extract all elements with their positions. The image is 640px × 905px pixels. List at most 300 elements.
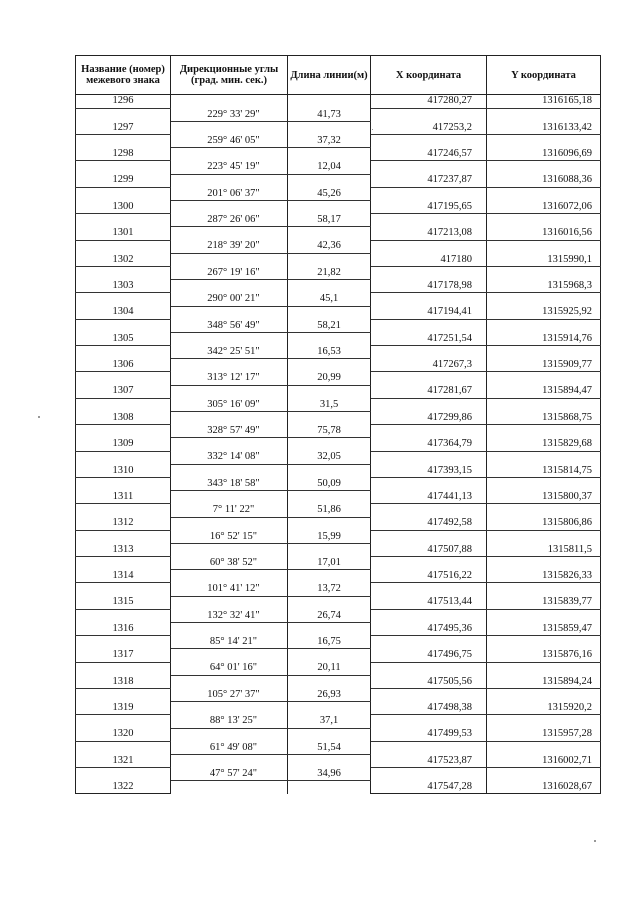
line-length: 16,75 bbox=[288, 636, 371, 649]
header-x: X координата bbox=[371, 56, 487, 95]
header-length: Длина линии(м) bbox=[288, 56, 371, 95]
point-name: 1313 bbox=[76, 543, 171, 556]
y-coordinate: 1316133,42 bbox=[487, 121, 601, 134]
empty-cell bbox=[171, 517, 288, 530]
direction-angle: 218° 39' 20" bbox=[171, 240, 288, 253]
empty-cell bbox=[76, 135, 171, 148]
empty-cell bbox=[371, 688, 487, 701]
line-length: 31,5 bbox=[288, 398, 371, 411]
empty-cell bbox=[171, 675, 288, 688]
empty-cell bbox=[76, 161, 171, 174]
empty-cell bbox=[371, 319, 487, 332]
empty-cell bbox=[76, 477, 171, 490]
point-name: 1306 bbox=[76, 359, 171, 372]
direction-angle: 132° 32' 41" bbox=[171, 609, 288, 622]
point-name: 1309 bbox=[76, 438, 171, 451]
line-length: 58,21 bbox=[288, 319, 371, 332]
line-length: 75,78 bbox=[288, 425, 371, 438]
point-name: 1317 bbox=[76, 649, 171, 662]
y-coordinate: 1315806,86 bbox=[487, 517, 601, 530]
direction-angle: 313° 12' 17" bbox=[171, 372, 288, 385]
point-name: 1301 bbox=[76, 227, 171, 240]
point-name: 1307 bbox=[76, 385, 171, 398]
y-coordinate: 1315829,68 bbox=[487, 438, 601, 451]
y-coordinate: 1315920,2 bbox=[487, 702, 601, 715]
empty-cell bbox=[371, 662, 487, 675]
empty-cell bbox=[371, 266, 487, 279]
table-row bbox=[76, 214, 601, 227]
y-coordinate: 1316016,56 bbox=[487, 227, 601, 240]
empty-cell bbox=[171, 623, 288, 636]
empty-cell bbox=[171, 306, 288, 319]
empty-cell bbox=[371, 214, 487, 227]
empty-cell bbox=[487, 688, 601, 701]
point-name: 1319 bbox=[76, 702, 171, 715]
x-coordinate: 417523,87 bbox=[371, 754, 487, 767]
empty-cell bbox=[487, 187, 601, 200]
empty-cell bbox=[371, 741, 487, 754]
empty-cell bbox=[288, 596, 371, 609]
boundary-coordinates-sheet bbox=[75, 55, 601, 794]
table-row bbox=[76, 517, 601, 530]
empty-cell bbox=[288, 517, 371, 530]
table-row bbox=[76, 438, 601, 451]
x-coordinate: 417507,88 bbox=[371, 543, 487, 556]
empty-cell bbox=[288, 438, 371, 451]
empty-cell bbox=[76, 768, 171, 781]
table-row bbox=[76, 702, 601, 715]
table-row bbox=[76, 385, 601, 398]
empty-cell bbox=[487, 768, 601, 781]
y-coordinate: 1315868,75 bbox=[487, 412, 601, 425]
empty-cell bbox=[76, 108, 171, 121]
empty-cell bbox=[487, 346, 601, 359]
table-row bbox=[76, 135, 601, 148]
table-row bbox=[76, 754, 601, 767]
line-length: 15,99 bbox=[288, 530, 371, 543]
direction-angle: 105° 27' 37" bbox=[171, 688, 288, 701]
empty-cell bbox=[288, 280, 371, 293]
empty-cell bbox=[171, 359, 288, 372]
line-length: 42,36 bbox=[288, 240, 371, 253]
x-coordinate: 417299,86 bbox=[371, 412, 487, 425]
empty-cell bbox=[487, 715, 601, 728]
empty-cell bbox=[371, 240, 487, 253]
empty-cell bbox=[76, 504, 171, 517]
table-row bbox=[76, 293, 601, 306]
table-row bbox=[76, 412, 601, 425]
table-row bbox=[76, 623, 601, 636]
table-row bbox=[76, 781, 601, 794]
y-coordinate: 1315925,92 bbox=[487, 306, 601, 319]
x-coordinate: 417393,15 bbox=[371, 464, 487, 477]
y-coordinate: 1315876,16 bbox=[487, 649, 601, 662]
y-coordinate: 1315968,3 bbox=[487, 280, 601, 293]
empty-cell bbox=[171, 649, 288, 662]
table-row bbox=[76, 583, 601, 596]
empty-cell bbox=[171, 201, 288, 214]
empty-cell bbox=[288, 623, 371, 636]
point-name: 1315 bbox=[76, 596, 171, 609]
scan-speck bbox=[594, 840, 596, 842]
table-row bbox=[76, 464, 601, 477]
empty-cell bbox=[371, 425, 487, 438]
table-row bbox=[76, 570, 601, 583]
empty-cell bbox=[171, 332, 288, 345]
y-coordinate: 1315909,77 bbox=[487, 359, 601, 372]
empty-cell bbox=[487, 741, 601, 754]
empty-cell bbox=[487, 609, 601, 622]
direction-angle: 328° 57' 49" bbox=[171, 425, 288, 438]
empty-cell bbox=[487, 319, 601, 332]
empty-cell bbox=[288, 570, 371, 583]
table-row bbox=[76, 319, 601, 332]
empty-cell bbox=[171, 253, 288, 266]
direction-angle: 287° 26' 06" bbox=[171, 214, 288, 227]
x-coordinate: 417246,57 bbox=[371, 148, 487, 161]
y-coordinate: 1316088,36 bbox=[487, 174, 601, 187]
point-name: 1321 bbox=[76, 754, 171, 767]
point-name: 1305 bbox=[76, 332, 171, 345]
table-row bbox=[76, 728, 601, 741]
table-row bbox=[76, 280, 601, 293]
y-coordinate: 1315990,1 bbox=[487, 253, 601, 266]
line-length: 20,11 bbox=[288, 662, 371, 675]
table-row bbox=[76, 609, 601, 622]
table-row bbox=[76, 504, 601, 517]
empty-cell bbox=[171, 148, 288, 161]
table-row bbox=[76, 108, 601, 121]
table-row bbox=[76, 491, 601, 504]
empty-cell bbox=[487, 504, 601, 517]
empty-cell bbox=[76, 715, 171, 728]
x-coordinate: 417267,3 bbox=[371, 359, 487, 372]
x-coordinate: 417280,27 bbox=[371, 95, 487, 109]
table-row bbox=[76, 662, 601, 675]
empty-cell bbox=[371, 504, 487, 517]
empty-cell bbox=[288, 95, 371, 109]
direction-angle: 290° 00' 21" bbox=[171, 293, 288, 306]
x-coordinate: 417213,08 bbox=[371, 227, 487, 240]
empty-cell bbox=[487, 108, 601, 121]
empty-cell bbox=[288, 385, 371, 398]
table-row bbox=[76, 359, 601, 372]
empty-cell bbox=[171, 174, 288, 187]
x-coordinate: 417498,38 bbox=[371, 702, 487, 715]
table-row bbox=[76, 306, 601, 319]
point-name: 1311 bbox=[76, 491, 171, 504]
direction-angle: 61° 49' 08" bbox=[171, 741, 288, 754]
y-coordinate: 1315914,76 bbox=[487, 332, 601, 345]
x-coordinate: 417195,65 bbox=[371, 201, 487, 214]
direction-angle: 47° 57' 24" bbox=[171, 768, 288, 781]
empty-cell bbox=[288, 754, 371, 767]
empty-cell bbox=[76, 583, 171, 596]
table-row bbox=[76, 596, 601, 609]
empty-cell bbox=[371, 372, 487, 385]
point-name: 1308 bbox=[76, 412, 171, 425]
direction-angle: 88° 13' 25" bbox=[171, 715, 288, 728]
empty-cell bbox=[371, 346, 487, 359]
empty-cell bbox=[487, 266, 601, 279]
x-coordinate: 417194,41 bbox=[371, 306, 487, 319]
empty-cell bbox=[371, 108, 487, 121]
y-coordinate: 1316096,69 bbox=[487, 148, 601, 161]
table-row bbox=[76, 715, 601, 728]
line-length: 32,05 bbox=[288, 451, 371, 464]
header-angles: Дирекционные углы (град. мин. сек.) bbox=[171, 56, 288, 95]
x-coordinate: 417513,44 bbox=[371, 596, 487, 609]
direction-angle: 85° 14' 21" bbox=[171, 636, 288, 649]
empty-cell bbox=[171, 702, 288, 715]
empty-cell bbox=[371, 135, 487, 148]
point-name: 1312 bbox=[76, 517, 171, 530]
empty-cell bbox=[76, 530, 171, 543]
empty-cell bbox=[371, 583, 487, 596]
y-coordinate: 1315859,47 bbox=[487, 623, 601, 636]
x-coordinate: 417180 bbox=[371, 253, 487, 266]
empty-cell bbox=[487, 293, 601, 306]
y-coordinate: 1315800,37 bbox=[487, 491, 601, 504]
empty-cell bbox=[487, 161, 601, 174]
empty-cell bbox=[487, 135, 601, 148]
empty-cell bbox=[487, 662, 601, 675]
direction-angle: 229° 33' 29" bbox=[171, 108, 288, 121]
table-body bbox=[76, 95, 601, 794]
line-length: 17,01 bbox=[288, 557, 371, 570]
x-coordinate: 417364,79 bbox=[371, 438, 487, 451]
x-coordinate: 417516,22 bbox=[371, 570, 487, 583]
empty-cell bbox=[76, 662, 171, 675]
empty-cell bbox=[288, 412, 371, 425]
line-length: 58,17 bbox=[288, 214, 371, 227]
x-coordinate: 417492,58 bbox=[371, 517, 487, 530]
x-coordinate: 417547,28 bbox=[371, 781, 487, 794]
direction-angle: 201° 06' 37" bbox=[171, 187, 288, 200]
direction-angle: 332° 14' 08" bbox=[171, 451, 288, 464]
empty-cell bbox=[76, 636, 171, 649]
table-row bbox=[76, 768, 601, 781]
y-coordinate: 1316072,06 bbox=[487, 201, 601, 214]
point-name: 1304 bbox=[76, 306, 171, 319]
line-length: 50,09 bbox=[288, 477, 371, 490]
table-row bbox=[76, 425, 601, 438]
empty-cell bbox=[371, 451, 487, 464]
empty-cell bbox=[171, 596, 288, 609]
line-length: 51,54 bbox=[288, 741, 371, 754]
empty-cell bbox=[171, 781, 288, 794]
x-coordinate: 417251,54 bbox=[371, 332, 487, 345]
empty-cell bbox=[288, 174, 371, 187]
table-row bbox=[76, 346, 601, 359]
empty-cell bbox=[371, 609, 487, 622]
point-name: 1296 bbox=[76, 95, 171, 109]
line-length: 37,1 bbox=[288, 715, 371, 728]
table-row bbox=[76, 148, 601, 161]
table-row bbox=[76, 636, 601, 649]
table-row bbox=[76, 174, 601, 187]
empty-cell bbox=[76, 293, 171, 306]
header-name: Название (номер) межевого знака bbox=[76, 56, 171, 95]
empty-cell bbox=[371, 715, 487, 728]
x-coordinate: 417499,53 bbox=[371, 728, 487, 741]
y-coordinate: 1315811,5 bbox=[487, 543, 601, 556]
empty-cell bbox=[371, 293, 487, 306]
table-row bbox=[76, 161, 601, 174]
empty-cell bbox=[76, 214, 171, 227]
table-header-row bbox=[76, 56, 601, 95]
table-row bbox=[76, 688, 601, 701]
table-row bbox=[76, 227, 601, 240]
point-name: 1300 bbox=[76, 201, 171, 214]
empty-cell bbox=[76, 319, 171, 332]
table-row bbox=[76, 398, 601, 411]
empty-cell bbox=[76, 372, 171, 385]
line-length: 41,73 bbox=[288, 108, 371, 121]
y-coordinate: 1315814,75 bbox=[487, 464, 601, 477]
empty-cell bbox=[288, 253, 371, 266]
empty-cell bbox=[487, 214, 601, 227]
empty-cell bbox=[487, 530, 601, 543]
empty-cell bbox=[288, 227, 371, 240]
y-coordinate: 1315839,77 bbox=[487, 596, 601, 609]
empty-cell bbox=[171, 491, 288, 504]
line-length: 34,96 bbox=[288, 768, 371, 781]
line-length: 26,74 bbox=[288, 609, 371, 622]
direction-angle: 60° 38' 52" bbox=[171, 557, 288, 570]
point-name: 1299 bbox=[76, 174, 171, 187]
empty-cell bbox=[171, 728, 288, 741]
empty-cell bbox=[171, 570, 288, 583]
empty-cell bbox=[487, 398, 601, 411]
point-name: 1318 bbox=[76, 675, 171, 688]
empty-cell bbox=[76, 425, 171, 438]
empty-cell bbox=[171, 121, 288, 134]
empty-cell bbox=[76, 266, 171, 279]
empty-cell bbox=[371, 477, 487, 490]
y-coordinate: 1315826,33 bbox=[487, 570, 601, 583]
empty-cell bbox=[171, 438, 288, 451]
empty-cell bbox=[487, 636, 601, 649]
line-length: 13,72 bbox=[288, 583, 371, 596]
direction-angle: 267° 19' 16" bbox=[171, 266, 288, 279]
empty-cell bbox=[487, 451, 601, 464]
table-row bbox=[76, 530, 601, 543]
point-name: 1298 bbox=[76, 148, 171, 161]
empty-cell bbox=[171, 385, 288, 398]
empty-cell bbox=[288, 675, 371, 688]
empty-cell bbox=[371, 530, 487, 543]
x-coordinate: 417253,2 bbox=[371, 121, 487, 134]
empty-cell bbox=[288, 332, 371, 345]
x-coordinate: 417496,75 bbox=[371, 649, 487, 662]
table-row bbox=[76, 741, 601, 754]
table-row bbox=[76, 332, 601, 345]
line-length: 37,32 bbox=[288, 135, 371, 148]
empty-cell bbox=[371, 398, 487, 411]
table-row bbox=[76, 477, 601, 490]
empty-cell bbox=[76, 688, 171, 701]
table-row bbox=[76, 451, 601, 464]
empty-cell bbox=[371, 557, 487, 570]
scan-speck bbox=[372, 129, 373, 130]
y-coordinate: 1315894,24 bbox=[487, 675, 601, 688]
point-name: 1302 bbox=[76, 253, 171, 266]
empty-cell bbox=[76, 398, 171, 411]
empty-cell bbox=[487, 477, 601, 490]
empty-cell bbox=[371, 161, 487, 174]
empty-cell bbox=[288, 543, 371, 556]
empty-cell bbox=[171, 543, 288, 556]
table-row bbox=[76, 372, 601, 385]
empty-cell bbox=[487, 425, 601, 438]
table-row bbox=[76, 253, 601, 266]
point-name: 1322 bbox=[76, 781, 171, 794]
direction-angle: 64° 01' 16" bbox=[171, 662, 288, 675]
empty-cell bbox=[288, 728, 371, 741]
y-coordinate: 1315894,47 bbox=[487, 385, 601, 398]
empty-cell bbox=[288, 306, 371, 319]
empty-cell bbox=[288, 359, 371, 372]
y-coordinate: 1316028,67 bbox=[487, 781, 601, 794]
empty-cell bbox=[371, 187, 487, 200]
empty-cell bbox=[76, 240, 171, 253]
line-length: 20,99 bbox=[288, 372, 371, 385]
empty-cell bbox=[76, 451, 171, 464]
x-coordinate: 417441,13 bbox=[371, 491, 487, 504]
direction-angle: 259° 46' 05" bbox=[171, 135, 288, 148]
empty-cell bbox=[288, 121, 371, 134]
empty-cell bbox=[171, 227, 288, 240]
coordinates-table bbox=[75, 55, 601, 794]
x-coordinate: 417281,67 bbox=[371, 385, 487, 398]
x-coordinate: 417178,98 bbox=[371, 280, 487, 293]
line-length: 16,53 bbox=[288, 346, 371, 359]
empty-cell bbox=[76, 346, 171, 359]
x-coordinate: 417237,87 bbox=[371, 174, 487, 187]
empty-cell bbox=[288, 464, 371, 477]
point-name: 1320 bbox=[76, 728, 171, 741]
direction-angle: 305° 16' 09" bbox=[171, 398, 288, 411]
empty-cell bbox=[76, 609, 171, 622]
direction-angle: 101° 41' 12" bbox=[171, 583, 288, 596]
empty-cell bbox=[171, 280, 288, 293]
direction-angle: 7° 11' 22" bbox=[171, 504, 288, 517]
table-row bbox=[76, 121, 601, 134]
point-name: 1303 bbox=[76, 280, 171, 293]
empty-cell bbox=[288, 649, 371, 662]
point-name: 1316 bbox=[76, 623, 171, 636]
empty-cell bbox=[76, 741, 171, 754]
table-row bbox=[76, 95, 601, 109]
point-name: 1310 bbox=[76, 464, 171, 477]
empty-cell bbox=[371, 768, 487, 781]
empty-cell bbox=[288, 201, 371, 214]
scan-speck bbox=[38, 416, 40, 418]
empty-cell bbox=[288, 781, 371, 794]
table-row bbox=[76, 557, 601, 570]
table-row bbox=[76, 240, 601, 253]
empty-cell bbox=[171, 464, 288, 477]
empty-cell bbox=[288, 702, 371, 715]
point-name: 1314 bbox=[76, 570, 171, 583]
table-row bbox=[76, 201, 601, 214]
line-length: 26,93 bbox=[288, 688, 371, 701]
table-row bbox=[76, 675, 601, 688]
x-coordinate: 417505,56 bbox=[371, 675, 487, 688]
empty-cell bbox=[487, 557, 601, 570]
line-length: 12,04 bbox=[288, 161, 371, 174]
